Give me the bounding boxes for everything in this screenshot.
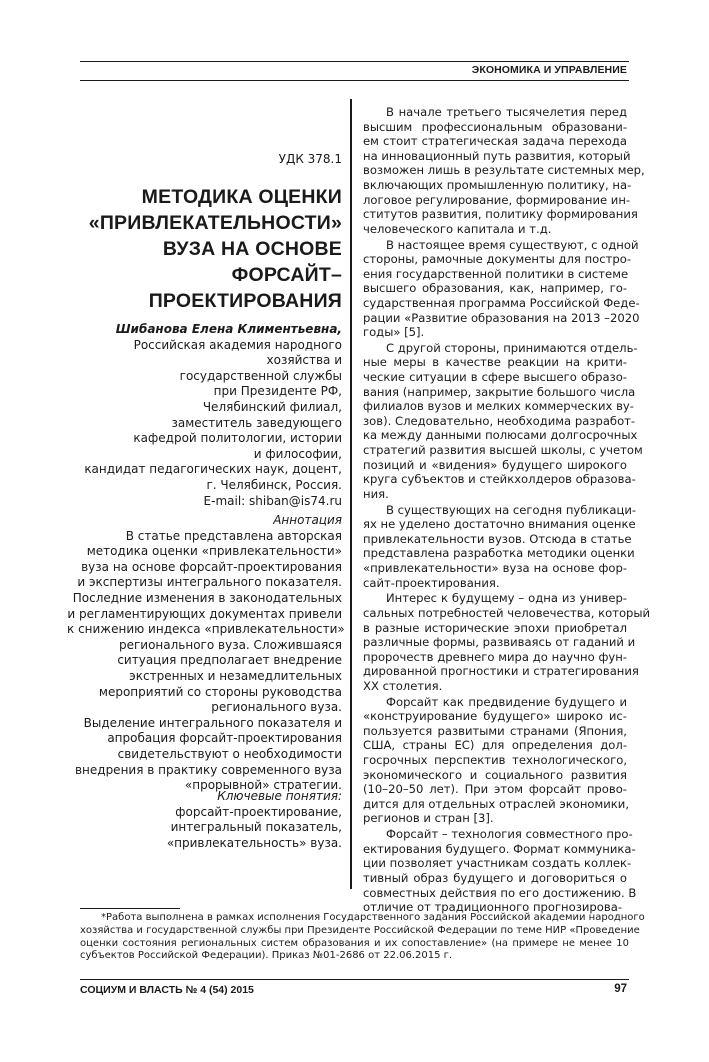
body-line: филиалов вузов и мелких коммерческих ву- bbox=[363, 399, 634, 414]
abstract-line: и регламентирующих документах привели bbox=[67, 606, 342, 621]
abstract-line: вуза на основе форсайт-проектирования bbox=[81, 559, 342, 574]
author-block bbox=[72, 322, 342, 509]
body-line: логовое регулирование, формирование ин- bbox=[363, 192, 631, 207]
affiliation-line: кандидат педагогических наук, доцент, bbox=[84, 462, 342, 477]
footnote-line: *Работа выполнена в рамках исполнения Государственного задания Российской академии народного bbox=[101, 912, 645, 923]
body-line: Интерес к будущему – одна из универ- bbox=[386, 591, 627, 606]
body-line: на инновационный путь развития, который bbox=[363, 148, 631, 163]
header-bottom-rule bbox=[80, 80, 629, 81]
body-line: ститутов развития, политику формирования bbox=[363, 207, 638, 222]
abstract-heading: Аннотация bbox=[273, 513, 342, 527]
abstract-line: внедрения в практику современного вуза bbox=[74, 762, 342, 777]
body-line: зов). Следовательно, необходима разработ- bbox=[363, 413, 636, 428]
abstract bbox=[67, 513, 345, 794]
body-line: США, страны ЕС) для определения дол- bbox=[363, 738, 627, 753]
page-number: 97 bbox=[614, 983, 627, 995]
body-line: тивный образ будущего и договориться о bbox=[363, 871, 627, 885]
body-line: «конструирование будущего» широко ис- bbox=[363, 709, 627, 724]
body-line: пророчеств древнего мира до научно фун- bbox=[363, 649, 627, 664]
article-title bbox=[72, 184, 342, 314]
abstract-line: «прорывной» стратегии. bbox=[184, 778, 342, 793]
affiliation-line: Российская академия народного bbox=[133, 337, 342, 352]
keyword-line: интегральный показатель, bbox=[170, 820, 342, 835]
body-line: Форсайт как предвидение будущего и bbox=[386, 694, 627, 709]
body-line: годы» [5]. bbox=[363, 325, 425, 340]
body-line: стратегий развития высшей школы, с учетом bbox=[363, 443, 643, 458]
body-line: ка между данными полюсами долгосрочных bbox=[363, 428, 638, 443]
affiliation-line: заместитель заведующего bbox=[171, 415, 342, 430]
abstract-line: свидетельствуют о необходимости bbox=[117, 746, 342, 761]
body-line: «привлекательности» вуза на основе фор- bbox=[363, 560, 627, 575]
body-line: ния. bbox=[363, 486, 389, 501]
footnote-rule bbox=[80, 908, 180, 909]
footnote-line: оценки состояния региональных систем образования и их сопоставление» (на примере не менее 10 bbox=[80, 937, 629, 949]
body-line: представлена разработка методики оценки bbox=[363, 546, 635, 561]
keyword-line: форсайт-проектирование, bbox=[175, 804, 342, 819]
title-line: МЕТОДИКА ОЦЕНКИ bbox=[141, 186, 342, 208]
body-line: круга субъектов и стейкхолдеров образова- bbox=[363, 472, 636, 487]
footnote bbox=[80, 912, 645, 963]
title-line: ФОРСАЙТ– bbox=[231, 264, 342, 286]
body-line: ях не уделено достаточно внимания оценке bbox=[363, 517, 636, 532]
body-line: ческие ситуации в сфере высшего образо- bbox=[363, 370, 627, 385]
affiliation-line: государственной службы bbox=[179, 368, 342, 383]
keyword-line: «привлекательность» вуза. bbox=[166, 835, 342, 850]
footnote-line: субъектов Российской Федерации). Приказ №01-2686 от 22.06.2015 г. bbox=[80, 950, 453, 962]
abstract-line: методика оценки «привлекательности» bbox=[86, 544, 342, 559]
abstract-line: регионального вуза. Сложившаяся bbox=[118, 637, 342, 652]
abstract-line: и экспертизы интегрального показателя. bbox=[77, 575, 342, 590]
abstract-line: регионального вуза. bbox=[211, 700, 342, 715]
column-divider bbox=[350, 99, 352, 889]
body-line: в разные исторические эпохи приобретал bbox=[363, 620, 627, 635]
body-paragraph bbox=[363, 502, 637, 591]
body-line: высшим профессиональным образовани- bbox=[363, 119, 627, 134]
body-paragraph bbox=[363, 237, 640, 340]
keywords-heading: Ключевые понятия: bbox=[217, 789, 342, 803]
body-line: С другой стороны, принимаются отдель- bbox=[386, 340, 638, 355]
body-line: В настоящее время существуют, с одной bbox=[386, 237, 639, 252]
body-line: позиций и «видения» будущего широкого bbox=[363, 457, 627, 472]
keywords bbox=[72, 789, 342, 851]
body-paragraph bbox=[363, 340, 643, 502]
affiliation-line: хозяйства и bbox=[266, 353, 342, 368]
body-line: В начале третьего тысячелетия перед bbox=[386, 105, 627, 119]
body-line: ектирования будущего. Формат коммуника- bbox=[363, 841, 636, 856]
body-line: возможен лишь в результате системных мер, bbox=[363, 163, 645, 178]
body-line: дированной прогностики и стратегирования bbox=[363, 664, 639, 679]
body-line: экономического и социального развития bbox=[363, 767, 627, 782]
body-paragraph bbox=[363, 105, 645, 236]
title-line: «ПРИВЛЕКАТЕЛЬНОСТИ» bbox=[88, 212, 342, 234]
affiliation-line: Челябинский филиал, bbox=[202, 399, 342, 414]
body-line: привлекательности вузов. Отсюда в статье bbox=[363, 531, 632, 546]
body-paragraph bbox=[363, 694, 630, 826]
abstract-line: ситуация предполагает внедрение bbox=[117, 653, 342, 668]
body-line: различные формы, развиваясь от гаданий и bbox=[363, 635, 636, 650]
body-line: ции позволяет участникам создать коллек- bbox=[363, 856, 632, 871]
body-paragraph bbox=[363, 591, 651, 693]
body-column bbox=[363, 105, 651, 916]
body-line: высшего образования, как, например, го- bbox=[363, 281, 627, 296]
body-line: XX столетия. bbox=[363, 678, 443, 693]
footnote-line: хозяйства и государственной службы при Президенте Российской Федерации по теме НИР «Проведение bbox=[80, 924, 640, 936]
body-paragraph bbox=[363, 827, 637, 915]
abstract-line: к снижению индекса «привлекательности» bbox=[67, 622, 345, 637]
affiliation-line: г. Челябинск, Россия. bbox=[206, 477, 342, 492]
affiliation-line: и философии, bbox=[253, 446, 342, 461]
body-line: совместных действия по его достижению. В bbox=[363, 885, 637, 900]
body-line: сайт-проектирования. bbox=[363, 575, 500, 590]
affiliation-line: при Президенте РФ, bbox=[213, 384, 342, 399]
body-line: рации «Развитие образования на 2013 –2020 bbox=[363, 310, 640, 325]
author-name: Шибанова Елена Климентьевна, bbox=[115, 322, 342, 336]
abstract-line: экстренных и незамедлительных bbox=[129, 668, 342, 683]
body-line: регионов и стран [3]. bbox=[363, 811, 494, 826]
body-line: госрочных перспектив технологического, bbox=[363, 753, 627, 768]
body-line: В существующих на сегодня публикаци- bbox=[386, 502, 637, 517]
footer-rule bbox=[80, 979, 629, 980]
section-title: ЭКОНОМИКА И УПРАВЛЕНИЕ bbox=[471, 64, 627, 76]
body-line: (10–20–50 лет). При этом форсайт прово- bbox=[363, 782, 627, 797]
body-line: стороны, рамочные документы для постро- bbox=[363, 252, 632, 267]
abstract-line: Последние изменения в законодательных bbox=[72, 590, 342, 605]
affiliation-line: кафедрой политологии, истории bbox=[133, 431, 342, 446]
body-line: человеческого капитала и т.д. bbox=[363, 221, 552, 236]
body-line: вания (например, закрытие большого числа bbox=[363, 384, 636, 399]
author-email: E-mail: shiban@is74.ru bbox=[203, 493, 342, 508]
body-line: включающих промышленную политику, на- bbox=[363, 177, 632, 192]
abstract-line: мероприятий со стороны руководства bbox=[98, 684, 342, 699]
body-line: Форсайт – технология совместного про- bbox=[386, 827, 633, 842]
body-line: ения государственной политики в системе bbox=[363, 266, 629, 281]
abstract-line: апробация форсайт-проектирования bbox=[107, 731, 342, 746]
body-line: ем стоит стратегическая задача перехода bbox=[363, 134, 627, 149]
title-line: ПРОЕКТИРОВАНИЯ bbox=[148, 290, 342, 312]
abstract-line: В статье представлена авторская bbox=[125, 528, 342, 543]
udk-code: УДК 378.1 bbox=[278, 152, 342, 166]
body-line: ные меры в качестве реакции на крити- bbox=[363, 355, 627, 370]
body-line: сударственная программа Российской Феде- bbox=[363, 295, 640, 310]
body-line: пользуется развитыми странами (Япония, bbox=[363, 723, 627, 738]
body-line: отличие от традиционного прогнозирова- bbox=[363, 900, 623, 915]
header-top-rule bbox=[80, 61, 629, 62]
body-line: дится для отдельных отраслей экономики, bbox=[363, 796, 630, 811]
body-line: сальных потребностей человечества, который bbox=[363, 605, 651, 620]
abstract-line: Выделение интегрального показателя и bbox=[83, 715, 342, 730]
title-line: ВУЗА НА ОСНОВЕ bbox=[162, 238, 342, 260]
journal-name: СОЦИУМ И ВЛАСТЬ № 4 (54) 2015 bbox=[80, 984, 254, 996]
